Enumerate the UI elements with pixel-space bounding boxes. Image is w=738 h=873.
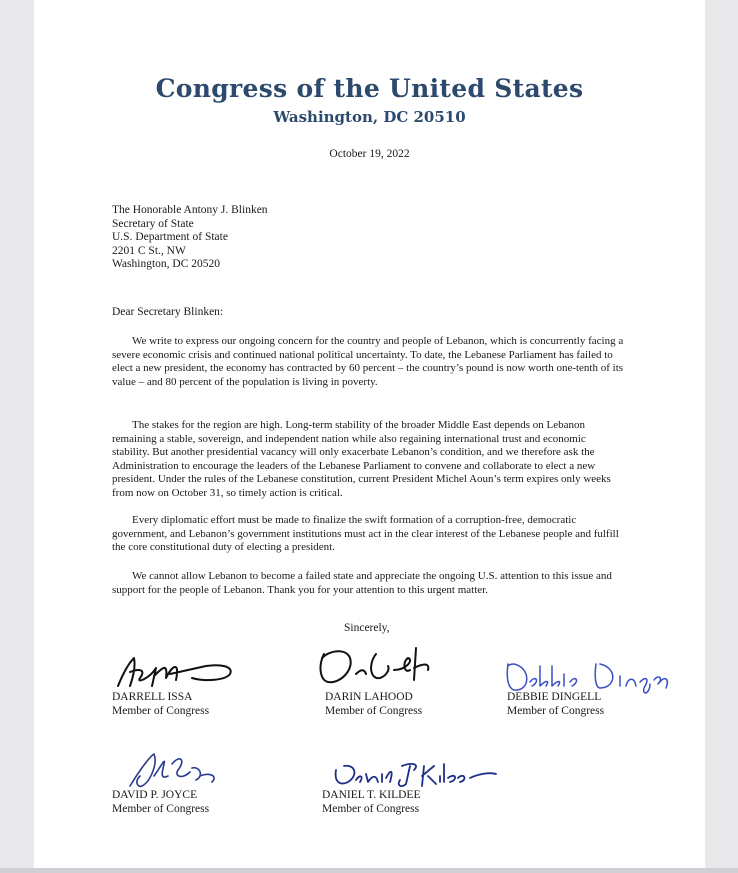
address-line: The Honorable Antony J. Blinken [112,204,268,216]
signer-issa [112,690,209,718]
signer-kildee [322,788,420,816]
signer-title: Member of Congress [325,705,423,717]
salutation: Dear Secretary Blinken: [112,306,224,318]
signer-dingell [507,690,604,718]
signer-name: DANIEL T. KILDEE [322,789,421,801]
signer-title: Member of Congress [112,803,210,815]
letterhead-title: Congress of the United States [155,74,584,103]
signature-kildee [330,752,502,792]
closing: Sincerely, [344,622,390,634]
signer-name: DAVID P. JOYCE [112,789,198,801]
signer-name: DARRELL ISSA [112,691,193,703]
signature-lahood [310,640,440,690]
recipient-address [112,204,268,272]
address-line: Washington, DC 20520 [112,258,221,270]
address-line: 2201 C St., NW [112,244,186,257]
body-paragraph-4: We cannot allow Lebanon to become a failed state and appreciate the ongoing U.S. attention to this issue and support for the people of Lebanon. Thank you for your attention to this urgent matter. [112,570,612,596]
letterhead-subtitle: Washington, DC 20510 [273,108,466,126]
address-line: Secretary of State [112,217,194,230]
body-paragraph-3: Every diplomatic effort must be made to finalize the swift formation of a corruption-free, democratic government, and Lebanon’s government institutions must act in the clear interest of the Lebanese people and fulfill the core constitutional duty of electing a president. [112,514,619,554]
signer-joyce [112,788,209,816]
signer-title: Member of Congress [112,705,210,717]
signature-issa [110,648,242,692]
signer-title: Member of Congress [322,803,420,815]
signer-name: DARIN LAHOOD [325,691,413,703]
page-bottom-edge [0,868,738,873]
signer-lahood [325,690,422,718]
address-line: U.S. Department of State [112,231,228,243]
letter-page [34,0,705,868]
signer-name: DEBBIE DINGELL [507,691,602,703]
signature-joyce [120,746,240,792]
signer-title: Member of Congress [507,705,605,717]
letter-date: October 19, 2022 [329,148,410,160]
body-paragraph-2: The stakes for the region are high. Long-term stability of the broader Middle East depends on Lebanon remaining a stable, sovereign, and independent nation while also regaining international trust and economic stability. But another presidential vacancy will only exacerbate Lebanon’s condition, and we therefore ask the Administration to encourage the leaders of the Lebanese Parliament to convene and collaborate to elect a new president. Under the rules of the Lebanese constitution, current President Michel Aoun’s term expires only weeks from now on October 31, so timely action is critical. [112,419,611,499]
body-paragraph-1: We write to express our ongoing concern for the country and people of Lebanon, which is concurrently facing a severe economic crisis and continued national political uncertainty. To date, the Lebanese Parliament has failed to elect a new president, the economy has contracted by 60 percent – the country’s pound is now worth one-tenth of its value – and 80 percent of the population is living in poverty. [112,335,624,388]
